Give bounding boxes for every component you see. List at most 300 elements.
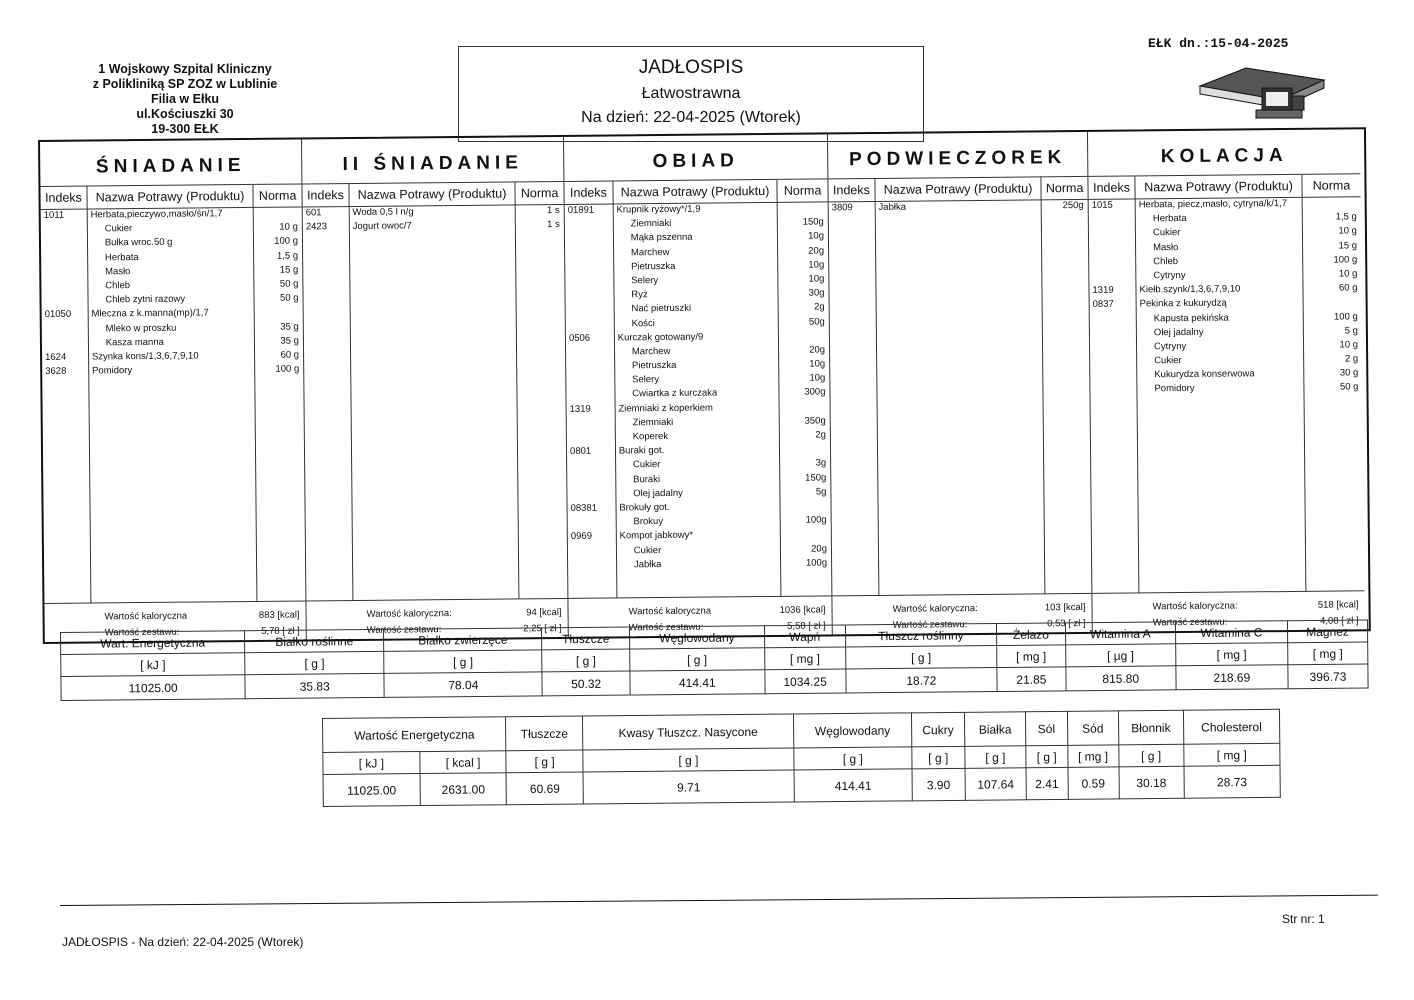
item-index: [41, 223, 87, 238]
item-index: [41, 265, 87, 280]
item-index: [566, 317, 614, 332]
nutrient-unit: [ g ]: [583, 748, 794, 772]
item-norm: 10g: [808, 230, 825, 242]
item-norm: [779, 329, 829, 344]
nutrient-header: Żelazo: [996, 623, 1065, 646]
item-index: 1011: [43, 209, 65, 221]
item-norm: 35 g: [280, 335, 299, 347]
items-column-idx: [829, 201, 880, 595]
item-norm: 100 g: [1333, 310, 1358, 323]
item-index: [565, 218, 613, 233]
item-name: Buraki: [633, 473, 661, 485]
nutrient-value: 11025.00: [323, 774, 420, 807]
cost-value: 0,53 [ zł ]: [1047, 617, 1086, 630]
nutrient-header: Białka: [964, 712, 1025, 747]
item-index: [1090, 340, 1136, 355]
meal-items: [565, 201, 832, 598]
item-index: [1089, 269, 1135, 284]
item-name: Pomidory: [1154, 383, 1195, 395]
page-number: Str nr: 1: [1282, 912, 1325, 926]
nutrient-value: 9.71: [583, 770, 794, 804]
items-column-name: [613, 202, 781, 598]
item-norm: [1303, 196, 1361, 211]
nutrient-value: 2631.00: [420, 773, 507, 806]
item-name: Pietruszka: [631, 260, 676, 273]
nutrient-header: Tłuszcz roślinny: [845, 624, 997, 647]
item-name: Cukier: [1154, 355, 1182, 367]
items-column-norm: [778, 201, 832, 595]
cost-label: Wartość zestawu:: [1152, 616, 1228, 629]
column-header-norm: Norma: [258, 188, 297, 203]
item-norm: [780, 443, 830, 458]
items-column-name: [875, 199, 1045, 595]
item-index: 3809: [831, 202, 853, 214]
item-norm: 3g: [815, 457, 827, 469]
item-norm: 10 g: [1338, 225, 1357, 237]
item-norm: [778, 201, 828, 216]
nutrient-value: 50.32: [542, 671, 630, 696]
item-index: [1090, 383, 1136, 398]
column-header-index: Indeks: [40, 187, 87, 209]
item-norm: 50 g: [279, 278, 299, 290]
item-index: [568, 558, 616, 573]
item-norm: 1 s: [547, 219, 560, 231]
cost-label: Wartość zestawu:: [366, 624, 442, 636]
nutrient-unit: [ g ]: [965, 746, 1026, 769]
nutrient-value: 0.59: [1068, 767, 1120, 799]
item-norm: 50 g: [279, 292, 299, 304]
column-header-name: Nazwa Potrawy (Produktu): [875, 177, 1042, 201]
item-index: 0801: [569, 445, 592, 458]
item-index: [565, 246, 613, 261]
item-name: Mleko w proszku: [105, 322, 177, 334]
item-index: [41, 279, 87, 294]
item-index: [567, 487, 615, 502]
item-norm: 100g: [805, 514, 827, 526]
cost-label: Wartość zestawu:: [628, 621, 704, 634]
nutrient-value: 30.18: [1119, 766, 1184, 799]
item-norm: 100 g: [274, 235, 299, 248]
item-name: Cytryny: [1153, 340, 1187, 353]
nutrient-unit: [ mg ]: [764, 647, 845, 670]
item-index: [1090, 369, 1136, 384]
column-header-index: Indeks: [564, 181, 613, 203]
item-name: Szynka kons/1,3,6,7,9,10: [91, 350, 199, 363]
title-box: [458, 46, 924, 142]
nutrient-value: 60.69: [506, 772, 583, 805]
item-name: Masło: [1153, 241, 1179, 253]
nutrient-value: 396.73: [1288, 664, 1368, 689]
item-name: Marchew: [631, 345, 671, 358]
kcal-label: Wartość kaloryczna: [628, 605, 712, 618]
column-header-name: Nazwa Potrawy (Produktu): [87, 185, 254, 209]
item-norm: 150g: [805, 472, 827, 484]
page-title: JADŁOSPIS: [638, 57, 744, 78]
nutrient-value: 18.72: [846, 668, 998, 693]
meal-items: [41, 206, 306, 602]
item-index: 01050: [44, 309, 72, 321]
item-norm: 50g: [808, 315, 825, 328]
hospital-line: ul.Kościuszki 30: [136, 107, 234, 121]
item-norm: [1304, 296, 1362, 311]
meal-title: PODWIECZOREK: [828, 132, 1087, 179]
nutrient-unit: [ g ]: [845, 646, 997, 669]
item-name: Kiełb.szynk/1,3,6,7,9,10: [1139, 283, 1241, 296]
item-index: 1319: [1092, 284, 1114, 297]
item-norm: 5 g: [1344, 325, 1358, 337]
hospital-address: [70, 62, 300, 137]
nutrient-value: 78.04: [384, 672, 542, 698]
nutrient-unit: [ g ]: [630, 648, 765, 671]
nutrient-value: 414.41: [630, 670, 765, 695]
item-norm: 10g: [809, 372, 826, 384]
item-index: [565, 274, 613, 289]
item-index: 1319: [569, 403, 591, 415]
kcal-value: 518 [kcal]: [1317, 599, 1359, 611]
item-norm: 15 g: [279, 264, 299, 276]
item-norm: 10g: [808, 259, 825, 271]
cost-value: 4,08 [ zł ]: [1320, 615, 1359, 627]
nutrient-value: 28.73: [1184, 765, 1281, 798]
item-name: Chleb: [105, 280, 131, 292]
item-norm: 10 g: [1339, 339, 1359, 351]
item-name: Masło: [105, 265, 131, 278]
items-column-idx: [303, 206, 354, 600]
meal-items: [1089, 196, 1365, 593]
cost-label: Wartość zestawu:: [892, 619, 968, 631]
nutrient-unit: [ g ]: [1026, 745, 1068, 767]
nutrient-header: Węglowodany: [629, 626, 764, 649]
item-name: Jabłka: [633, 558, 662, 570]
nutrient-header: Kwasy Tłuszcz. Nasycone: [583, 714, 794, 750]
hospital-line: 19-300 EŁK: [151, 122, 219, 136]
item-norm: [781, 499, 831, 514]
column-header-norm: Norma: [1312, 178, 1351, 193]
item-norm: 1,5 g: [1335, 211, 1357, 223]
nutrient-header: Błonnik: [1118, 710, 1183, 745]
item-index: [1090, 326, 1136, 341]
item-norm: 35 g: [280, 321, 299, 333]
items-column-name: [1136, 197, 1307, 593]
item-index: 08381: [570, 502, 598, 514]
item-name: Olej jadalny: [633, 487, 683, 500]
item-index: 0837: [1092, 298, 1114, 311]
item-name: Herbata, piecz,masło, cytryna/k/1,7: [1138, 198, 1288, 211]
nutrient-header: Sól: [1025, 711, 1067, 745]
item-name: Mleczna z k.manna(mp)/1,7: [91, 307, 209, 320]
item-name: Brokuy: [633, 516, 664, 528]
item-index: [568, 544, 616, 559]
items-column-name: [349, 204, 519, 600]
items-column-norm: [1042, 199, 1092, 593]
nutrient-value: 35.83: [245, 673, 384, 698]
nutrient-header: Tłuszcze: [542, 627, 630, 650]
kcal-label: Wartość kaloryczna: [104, 610, 188, 623]
menu-table: [38, 127, 1371, 644]
item-name: Herbata: [104, 251, 139, 263]
item-name: Ziemniaki: [632, 416, 674, 429]
energy-header: Wartość Energetyczna: [323, 717, 507, 753]
item-name: Pomidory: [91, 365, 133, 377]
item-index: 601: [305, 207, 322, 219]
item-name: Kapusta pekińska: [1153, 312, 1229, 324]
item-norm: 2g: [814, 301, 825, 313]
item-norm: 100 g: [275, 363, 300, 375]
nutrient-header: Białko roślinne: [245, 629, 384, 652]
item-name: Pekinka z kukurydzą: [1139, 297, 1227, 310]
item-norm: 150g: [802, 216, 824, 228]
item-name: Cwiartka z kurczaka: [632, 387, 718, 400]
item-name: Cytryny: [1153, 269, 1186, 282]
item-name: Nać pietruszki: [631, 303, 692, 315]
item-index: [565, 260, 613, 275]
item-name: Jabłka: [878, 201, 907, 213]
item-name: Cukier: [633, 544, 662, 556]
item-name: Cukier: [632, 459, 661, 471]
cost-value: 5,58 [ zł ]: [787, 620, 826, 632]
item-index: [1089, 255, 1135, 270]
item-norm: 100g: [805, 557, 828, 569]
hospital-line: Filia w Ełku: [150, 92, 220, 106]
cost-value: 5,78 [ zł ]: [261, 625, 300, 637]
item-index: 0969: [570, 531, 593, 543]
item-index: [1089, 213, 1135, 228]
item-name: Herbata,pieczywo,masło/śn/1,7: [90, 208, 223, 221]
item-index: [566, 345, 614, 360]
nutrient-header: Wapń: [764, 625, 845, 648]
nutrient-unit: [ kcal ]: [420, 751, 507, 774]
column-header-name: Nazwa Potrawy (Produktu): [1135, 175, 1302, 199]
item-index: [1090, 355, 1136, 370]
nutrient-header: Białko zwierzęce: [384, 628, 542, 652]
item-norm: 5g: [815, 486, 827, 498]
meal-title: OBIAD: [564, 134, 827, 182]
nutrient-header: Tłuszcze: [506, 716, 583, 751]
item-norm: 100 g: [1333, 254, 1358, 266]
column-header-norm: Norma: [520, 186, 559, 201]
item-index: [42, 336, 88, 351]
meal-title: ŚNIADANIE: [40, 139, 301, 187]
item-norm: [781, 528, 831, 543]
item-name: Cukier: [1152, 227, 1181, 239]
nutrient-unit: [ kJ ]: [323, 752, 420, 775]
nutrient-unit: [ g ]: [794, 747, 912, 770]
nutrient-header: Wart. Energetyczna: [61, 631, 245, 655]
column-header-name: Nazwa Potrawy (Produktu): [613, 180, 778, 204]
nutrient-header: Cholesterol: [1183, 709, 1280, 744]
item-name: Jogurt owoc/7: [352, 220, 412, 233]
nutrient-header: Sód: [1067, 711, 1119, 745]
item-norm: 50 g: [1339, 381, 1359, 393]
item-index: [566, 360, 614, 375]
nutrient-unit: [ mg ]: [1288, 642, 1368, 665]
column-header-norm: Norma: [1045, 180, 1084, 196]
column-header-name: Nazwa Potrawy (Produktu): [349, 182, 516, 206]
item-name: Ziemniaki z koperkiem: [618, 402, 713, 415]
meal-column: [828, 132, 1093, 634]
nutrient-header: Cukry: [911, 712, 965, 747]
item-index: [1089, 227, 1135, 242]
meal-items: [303, 204, 568, 600]
item-name: Koperek: [632, 430, 669, 443]
item-name: Pietruszka: [631, 359, 677, 372]
item-index: [567, 416, 615, 431]
kcal-value: 94 [kcal]: [526, 606, 562, 619]
item-name: Kompot jabkowy*: [619, 530, 694, 542]
nutrient-value: 3.90: [912, 768, 966, 801]
item-index: 2423: [305, 221, 328, 233]
item-norm: [780, 400, 830, 415]
item-name: Woda 0,5 l n/g: [352, 206, 414, 218]
item-index: 1624: [45, 351, 67, 363]
kcal-label: Wartość kaloryczna:: [1152, 600, 1238, 613]
nutrient-unit: [ mg ]: [1175, 643, 1287, 666]
items-column-norm: [254, 206, 306, 600]
item-norm: 30g: [808, 287, 825, 299]
item-index: 3628: [45, 365, 67, 378]
item-norm: 10g: [809, 358, 826, 370]
item-norm: 15 g: [1338, 239, 1358, 252]
hospital-line: z Polikliniką SP ZOZ w Lublinie: [92, 77, 278, 91]
items-column-idx: [1089, 198, 1140, 592]
item-norm: [254, 206, 302, 221]
item-norm: 20g: [809, 344, 826, 356]
item-index: 01891: [567, 204, 595, 216]
meal-title: II ŚNIADANIE: [302, 137, 563, 185]
item-norm: 60 g: [1338, 282, 1358, 294]
nutrient-unit: [ mg ]: [997, 645, 1066, 668]
column-header-index: Indeks: [1088, 176, 1135, 198]
item-name: Marchew: [630, 246, 670, 258]
item-norm: 20g: [808, 245, 825, 257]
meal-column: [564, 134, 833, 637]
nutrient-unit: [ µg ]: [1065, 644, 1175, 667]
item-name: Kości: [631, 317, 655, 329]
item-norm: 10 g: [1338, 268, 1358, 280]
item-name: Olej jadalny: [1153, 326, 1204, 338]
item-norm: 20g: [811, 542, 828, 555]
nutrient-header: Witamina A: [1065, 622, 1175, 645]
item-norm: 60 g: [280, 349, 300, 361]
item-name: Mąka pszenna: [630, 232, 693, 244]
nutrient-unit: [ g ]: [384, 650, 542, 674]
kcal-label: Wartość kaloryczna:: [366, 608, 452, 620]
item-norm: 350g: [804, 415, 826, 427]
menu-date: Na dzień: 22-04-2025 (Wtorek): [581, 109, 801, 126]
item-name: Kurczak gotowany/9: [617, 331, 704, 344]
item-name: Chleb: [1153, 255, 1179, 268]
nutrient-value: 11025.00: [61, 675, 245, 701]
nutrient-unit: [ g ]: [542, 649, 630, 672]
nutrient-unit: [ g ]: [912, 746, 965, 769]
item-index: [565, 232, 613, 247]
item-index: [566, 374, 614, 389]
item-norm: 1 s: [546, 204, 560, 217]
item-name: Bułka wroc.50 g: [104, 237, 173, 249]
meal-column: [1088, 129, 1365, 632]
meal-title: KOLACJA: [1088, 129, 1360, 177]
item-index: [565, 289, 613, 304]
footer-text: JADŁOSPIS - Na dzień: 22-04-2025 (Wtorek): [62, 935, 304, 949]
column-header-norm: Norma: [783, 183, 822, 198]
meal-column: [302, 137, 569, 639]
nutrition-table-2: [322, 709, 1281, 807]
item-norm: 2g: [815, 429, 826, 441]
item-name: Ziemniaki: [630, 218, 672, 230]
nutrient-unit: [ g ]: [506, 750, 583, 773]
item-name: Selery: [631, 274, 659, 287]
kcal-value: 1036 [kcal]: [779, 604, 826, 616]
items-column-norm: [516, 204, 568, 598]
column-header-index: Indeks: [828, 179, 875, 201]
item-name: Ryż: [631, 289, 648, 301]
items-column-idx: [41, 209, 92, 603]
item-index: 0506: [568, 332, 591, 344]
item-index: [567, 473, 615, 488]
items-column-name: [87, 207, 257, 603]
item-name: Chleb zytni razowy: [105, 293, 186, 306]
items-column-norm: [1303, 196, 1365, 591]
item-index: [41, 237, 87, 252]
item-norm: 30 g: [1339, 367, 1359, 379]
nutrient-unit: [ mg ]: [1067, 745, 1118, 767]
nutrient-value: 2.41: [1026, 767, 1068, 799]
nutrient-value: 218.69: [1176, 665, 1288, 690]
nutrient-unit: [ kJ ]: [61, 653, 245, 677]
item-index: [566, 303, 614, 318]
item-norm: 2 g: [1344, 353, 1359, 365]
nutrient-value: 1034.25: [765, 669, 846, 694]
kcal-label: Wartość kaloryczna:: [892, 603, 978, 615]
hospital-line: 1 Wojskowy Szpital Kliniczny: [98, 62, 272, 76]
nutrient-value: 21.85: [997, 667, 1066, 692]
cost-value: 2,25 [ zł ]: [523, 622, 562, 635]
kcal-value: 103 [kcal]: [1044, 601, 1086, 614]
meal-items: [829, 199, 1092, 595]
item-index: [567, 430, 615, 445]
item-name: Kukurydza konserwowa: [1154, 368, 1255, 381]
item-name: Brokuły got.: [619, 501, 670, 514]
column-header-index: Indeks: [302, 184, 349, 206]
item-norm: 10g: [808, 273, 825, 285]
item-index: 1015: [1091, 199, 1113, 211]
item-index: [567, 459, 615, 474]
nutrient-unit: [ g ]: [245, 651, 384, 674]
item-index: [41, 251, 87, 266]
nutrient-value: 815.80: [1066, 666, 1176, 691]
kcal-value: 883 [kcal]: [258, 609, 300, 621]
book-computer-logo: [1196, 66, 1336, 124]
item-name: Cukier: [104, 223, 133, 235]
nutrient-header: Magnez: [1287, 620, 1367, 643]
item-index: [1090, 312, 1136, 327]
nutrient-header: Witamina C: [1175, 621, 1287, 644]
item-name: Kasza manna: [105, 336, 164, 349]
item-name: Herbata: [1152, 213, 1187, 225]
nutrient-value: 414.41: [794, 769, 912, 802]
meal-column: [40, 139, 307, 641]
item-index: [42, 322, 88, 337]
item-name: Buraki got.: [618, 445, 665, 457]
nutrient-unit: [ g ]: [1119, 744, 1184, 767]
item-norm: 1,5 g: [276, 250, 299, 262]
diet-name: Łatwostrawna: [641, 85, 741, 102]
print-stamp: EŁK dn.:15-04-2025: [1148, 36, 1289, 51]
item-norm: 250g: [1062, 199, 1084, 212]
items-column-idx: [565, 203, 618, 597]
item-norm: 10 g: [279, 221, 298, 233]
footer-divider: [60, 895, 1378, 906]
